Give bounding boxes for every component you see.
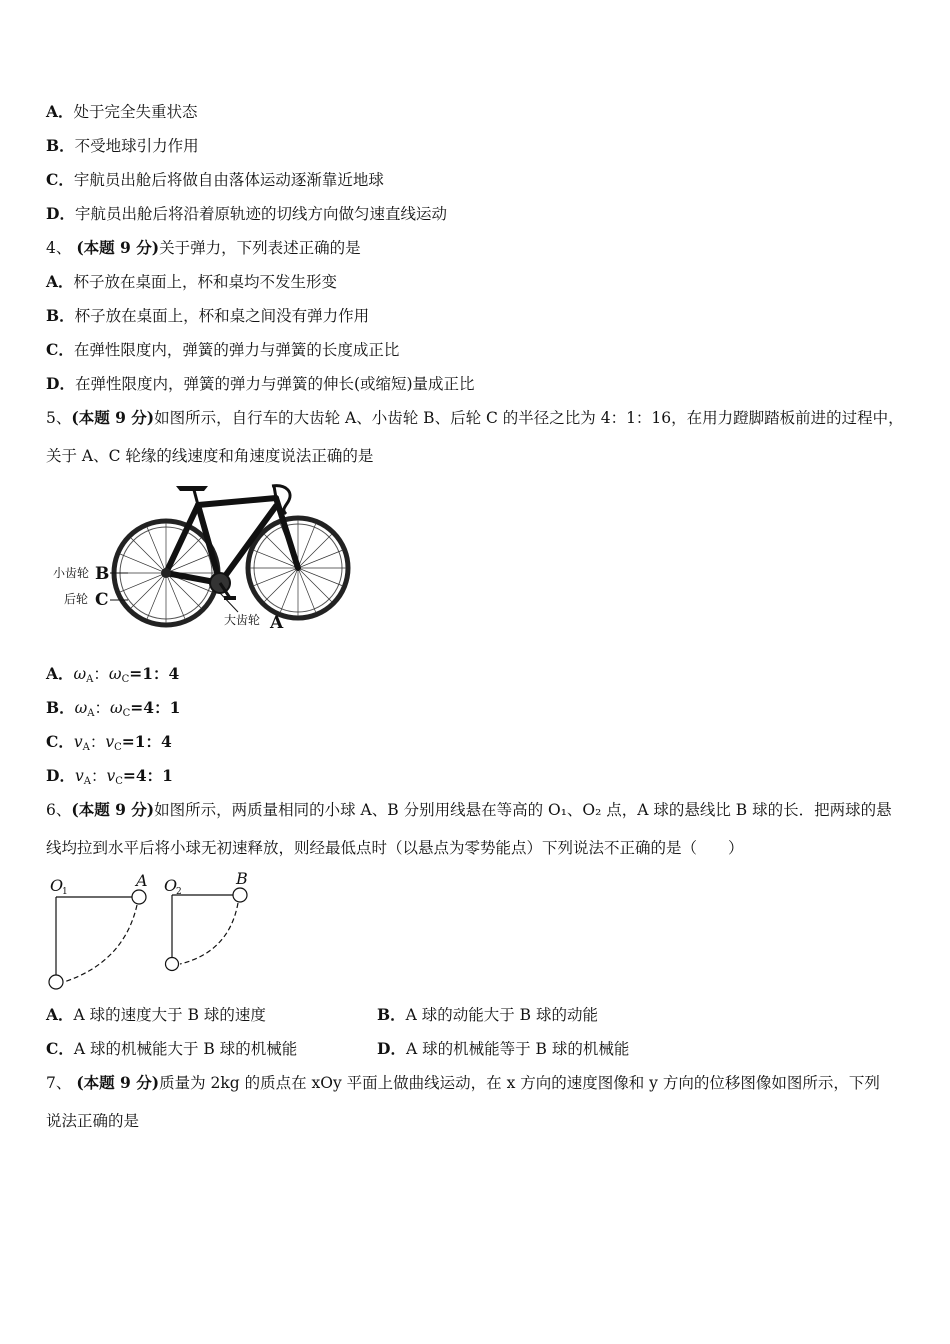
q3-option-c: C．宇航员出舱后将做自由落体运动逐渐靠近地球: [46, 170, 384, 189]
q5-stem-line2: 关于 A、C 轮缘的线速度和角速度说法正确的是: [46, 447, 374, 465]
q4-option-d: D．在弹性限度内，弹簧的弹力与弹簧的伸长(或缩短)量成正比: [46, 374, 475, 393]
rear-wheel-label: 后轮: [64, 592, 89, 606]
o1-label: O: [50, 876, 64, 895]
q5-option-b: B．$\omega_A$：$\omega_C=4$：1: [46, 698, 181, 719]
q6-option-a: A．A 球的速度大于 B 球的速度: [46, 1005, 266, 1024]
q4-option-a: A．杯子放在桌面上，杯和桌均不发生形变: [46, 272, 338, 291]
q5-stem-line1: 5、(本题 9 分)如图所示，自行车的大齿轮 A、小齿轮 B、后轮 C 的半径之比为 4：1：16，在用力蹬脚踏板前进的过程中，: [46, 408, 904, 427]
q3-option-a: A．处于完全失重状态: [46, 102, 198, 121]
bicycle-figure: [48, 480, 358, 635]
o2-sub: 2: [176, 887, 182, 897]
rear-wheel-letter: C: [95, 590, 109, 610]
ball-a: [132, 890, 146, 904]
q3-option-b: B．不受地球引力作用: [46, 136, 199, 155]
q4-option-b: B．杯子放在桌面上，杯和桌之间没有弹力作用: [46, 306, 370, 325]
q6-stem-line2: 线均拉到水平后将小球无初速释放，则经最低点时（以悬点为零势能点）下列说法不正确的是（ ）: [46, 839, 744, 857]
q3-option-d: D．宇航员出舱后将沿着原轨迹的切线方向做匀速直线运动: [46, 204, 447, 223]
q6-option-d: D．A 球的机械能等于 B 球的机械能: [377, 1039, 630, 1058]
q7-stem-line2: 说法正确的是: [46, 1112, 140, 1130]
small-gear-letter: B: [95, 564, 110, 584]
big-gear-label: 大齿轮: [224, 613, 261, 627]
q7-stem-line1: 7、 (本题 9 分)质量为 2kg 的质点在 xOy 平面上做曲线运动，在 x 方向的速度图像和 y 方向的位移图像如图所示，下列: [46, 1073, 880, 1092]
q4-stem: 4、 (本题 9 分)关于弹力，下列表述正确的是: [46, 238, 361, 257]
q5-option-d: D．$v_A$：$v_C=4$：1: [46, 766, 173, 787]
q4-option-c: C．在弹性限度内，弹簧的弹力与弹簧的长度成正比: [46, 340, 400, 359]
q5-option-c: C．$v_A$：$v_C=1$：4: [46, 732, 172, 753]
q6-option-c: C．A 球的机械能大于 B 球的机械能: [46, 1039, 298, 1058]
o2-label: O: [164, 876, 178, 895]
q6-stem-line1: 6、(本题 9 分)如图所示，两质量相同的小球 A、B 分别用线悬在等高的 O₁、O₂ 点，A 球的悬线比 B 球的长．把两球的悬: [46, 800, 892, 819]
big-gear-letter: A: [270, 613, 284, 633]
q5-option-a: A．$\omega_A$：$\omega_C=1$：4: [46, 664, 180, 685]
small-gear-label: 小齿轮: [53, 566, 90, 580]
ball-b-label: B: [236, 872, 248, 888]
ball-a-low: [49, 975, 63, 989]
ball-b: [233, 888, 247, 902]
pendulum-figure: [44, 872, 264, 994]
ball-a-label: A: [136, 872, 148, 890]
ball-b-low: [166, 958, 179, 971]
o1-sub: 1: [62, 887, 68, 897]
q6-option-b: B．A 球的动能大于 B 球的动能: [377, 1005, 598, 1024]
